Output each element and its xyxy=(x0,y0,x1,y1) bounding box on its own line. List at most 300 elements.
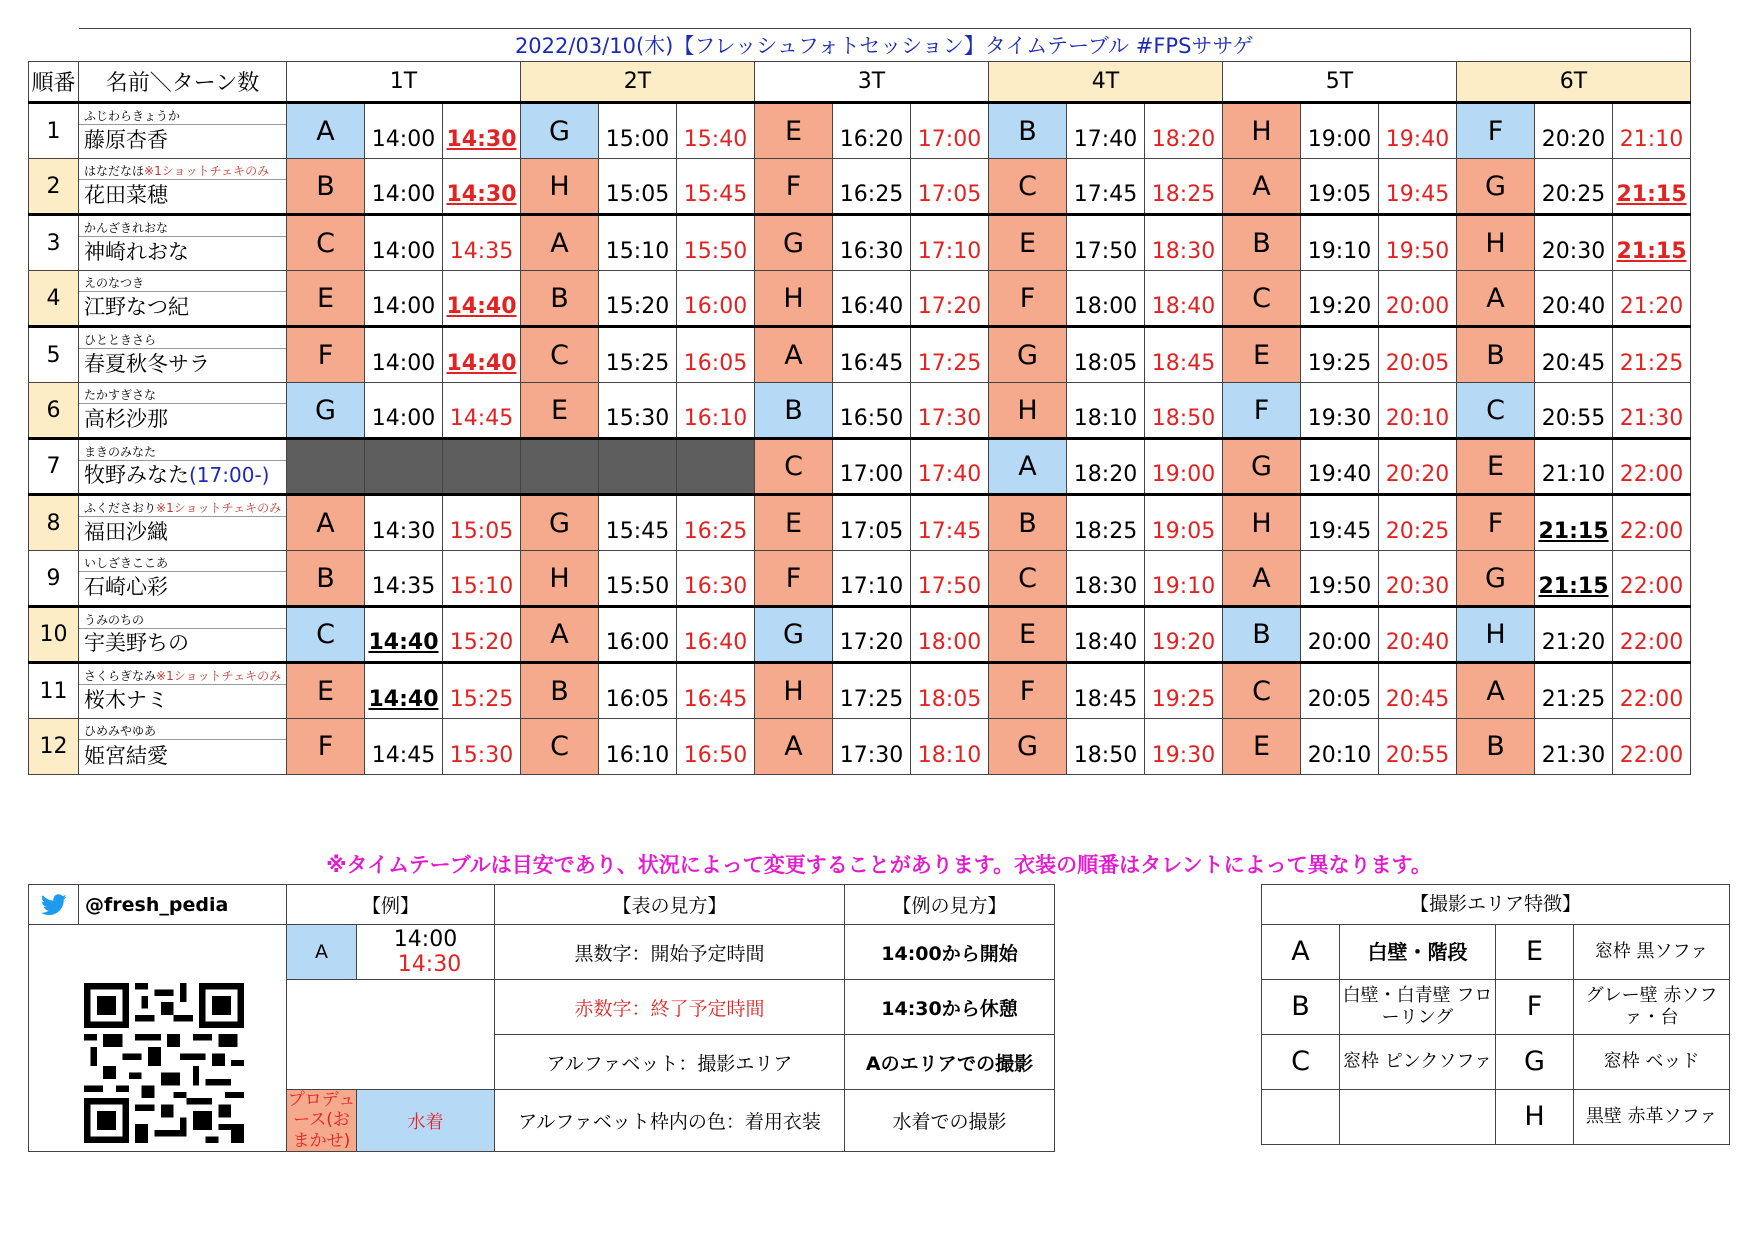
area-desc-g: 窓枠 ベッド xyxy=(1574,1035,1730,1090)
area-cell: B xyxy=(287,159,365,215)
turn-header-3: 3T xyxy=(755,62,989,103)
meaning-4: 水着での撮影 xyxy=(845,1090,1055,1152)
end-time: 15:30 xyxy=(443,719,521,775)
area-letter-c: C xyxy=(1262,1035,1340,1090)
start-time: 18:30 xyxy=(1067,551,1145,607)
table-row xyxy=(29,159,1691,215)
area-cell: E xyxy=(1223,327,1301,383)
area-cell: C xyxy=(1457,383,1535,439)
area-cell: A xyxy=(1457,663,1535,719)
area-desc-h: 黒壁 赤革ソファ xyxy=(1574,1090,1730,1145)
area-cell: B xyxy=(1457,719,1535,775)
start-time: 16:10 xyxy=(599,719,677,775)
area-cell: B xyxy=(287,551,365,607)
table-row xyxy=(29,663,1691,719)
end-time: 19:50 xyxy=(1379,215,1457,271)
end-time: 17:20 xyxy=(911,271,989,327)
name-kana xyxy=(84,107,180,124)
area-cell: H xyxy=(1223,103,1301,159)
start-time: 18:10 xyxy=(1067,383,1145,439)
end-time: 14:40 xyxy=(443,327,521,383)
talent-name-text: 神崎れおな xyxy=(84,240,189,264)
end-time: 15:10 xyxy=(443,551,521,607)
talent-name xyxy=(84,124,168,154)
area-cell: H xyxy=(521,159,599,215)
name-kana xyxy=(84,499,281,516)
kana-text: ひめみやゆあ xyxy=(84,724,157,738)
start-time: 15:25 xyxy=(599,327,677,383)
table-row xyxy=(29,719,1691,775)
start-time: 19:10 xyxy=(1301,215,1379,271)
kana-text: たかすぎさな xyxy=(84,388,157,402)
talent-name-text: 高杉沙那 xyxy=(84,407,168,431)
area-cell: E xyxy=(287,271,365,327)
end-time: 17:10 xyxy=(911,215,989,271)
area-cell: C xyxy=(287,607,365,663)
end-time: 21:10 xyxy=(1613,103,1691,159)
end-time: 16:10 xyxy=(677,383,755,439)
end-time: 19:20 xyxy=(1145,607,1223,663)
end-time: 18:25 xyxy=(1145,159,1223,215)
name-cell xyxy=(79,719,287,775)
area-letter-b: B xyxy=(1262,980,1340,1035)
area-cell: A xyxy=(287,495,365,551)
table-row xyxy=(29,215,1691,271)
area-features-header: 【撮影エリア特徴】 xyxy=(1262,885,1730,925)
example-meaning-header: 【例の見方】 xyxy=(845,885,1055,925)
name-cell xyxy=(79,327,287,383)
talent-name xyxy=(84,403,168,433)
end-time: 20:40 xyxy=(1379,607,1457,663)
end-time: 17:05 xyxy=(911,159,989,215)
start-time: 14:00 xyxy=(365,159,443,215)
area-cell: E xyxy=(755,495,833,551)
area-cell: G xyxy=(989,719,1067,775)
area-cell: C xyxy=(755,439,833,495)
cheki-note: ※1ショットチェキのみ xyxy=(144,164,270,178)
area-cell: A xyxy=(989,439,1067,495)
legend-blank xyxy=(287,980,495,1090)
name-kana xyxy=(84,386,156,403)
end-time: 19:25 xyxy=(1145,663,1223,719)
start-time: 15:30 xyxy=(599,383,677,439)
kana-text: ふじわらきょうか xyxy=(84,109,181,123)
area-cell: G xyxy=(287,383,365,439)
end-time: 19:45 xyxy=(1379,159,1457,215)
area-cell: F xyxy=(1223,383,1301,439)
turn-header-4: 4T xyxy=(989,62,1223,103)
start-time: 18:40 xyxy=(1067,607,1145,663)
area-features-table xyxy=(1261,884,1730,1145)
name-kana xyxy=(84,667,281,684)
end-time: 22:00 xyxy=(1613,719,1691,775)
kana-text: うみのちの xyxy=(84,613,145,627)
order-number: 4 xyxy=(29,271,79,327)
order-number: 11 xyxy=(29,663,79,719)
end-time: 20:45 xyxy=(1379,663,1457,719)
area-cell: C xyxy=(989,551,1067,607)
start-time: 15:10 xyxy=(599,215,677,271)
start-time: 20:40 xyxy=(1535,271,1613,327)
end-time: 19:30 xyxy=(1145,719,1223,775)
table-row xyxy=(29,551,1691,607)
area-letter-g: G xyxy=(1496,1035,1574,1090)
area-cell: A xyxy=(1223,159,1301,215)
howto-3: アルファベット：撮影エリア xyxy=(495,1035,845,1090)
area-cell: B xyxy=(1223,215,1301,271)
end-time: 17:00 xyxy=(911,103,989,159)
end-time: 22:00 xyxy=(1613,663,1691,719)
kana-text: さくらぎなみ xyxy=(84,669,157,683)
example-area: A xyxy=(287,925,357,980)
start-time: 21:15 xyxy=(1535,495,1613,551)
end-time: 19:10 xyxy=(1145,551,1223,607)
unavailable-slot xyxy=(287,439,365,495)
end-time: 21:15 xyxy=(1613,159,1691,215)
start-time: 15:50 xyxy=(599,551,677,607)
talent-name xyxy=(84,459,269,489)
area-cell: A xyxy=(755,719,833,775)
twitter-handle[interactable]: @fresh_pedia xyxy=(79,885,287,925)
timetable xyxy=(28,28,1691,775)
produce-swatch: プロデュース(おまかせ) xyxy=(287,1090,356,1151)
unavailable-slot xyxy=(443,439,521,495)
area-cell: C xyxy=(521,327,599,383)
area-cell: B xyxy=(521,271,599,327)
order-number: 12 xyxy=(29,719,79,775)
howto-4: アルファベット枠内の色：着用衣装 xyxy=(495,1090,845,1152)
turn-header-5: 5T xyxy=(1223,62,1457,103)
kana-text: えのなつき xyxy=(84,276,145,290)
area-cell: C xyxy=(1223,271,1301,327)
start-time: 17:00 xyxy=(833,439,911,495)
talent-name-text: 福田沙織 xyxy=(84,520,168,544)
order-header: 順番 xyxy=(29,62,79,103)
start-time: 20:00 xyxy=(1301,607,1379,663)
talent-name-text: 宇美野ちの xyxy=(84,631,189,655)
talent-name xyxy=(84,291,189,321)
area-cell: B xyxy=(989,495,1067,551)
unavailable-slot xyxy=(677,439,755,495)
start-time: 16:40 xyxy=(833,271,911,327)
area-cell: G xyxy=(521,103,599,159)
area-cell: C xyxy=(1223,663,1301,719)
kana-text: ふくださおり xyxy=(84,501,157,515)
kana-text: ひとときさら xyxy=(84,333,157,347)
end-time: 17:25 xyxy=(911,327,989,383)
qr-code-icon[interactable] xyxy=(84,983,244,1143)
end-time: 18:10 xyxy=(911,719,989,775)
area-cell: B xyxy=(989,103,1067,159)
start-time: 17:30 xyxy=(833,719,911,775)
unavailable-slot xyxy=(365,439,443,495)
end-time: 15:05 xyxy=(443,495,521,551)
start-time: 19:05 xyxy=(1301,159,1379,215)
end-time: 16:45 xyxy=(677,663,755,719)
area-cell: E xyxy=(989,215,1067,271)
kana-text: かんざきれおな xyxy=(84,221,169,235)
area-cell: B xyxy=(755,383,833,439)
area-cell: G xyxy=(755,215,833,271)
legend-table xyxy=(28,884,1055,1152)
area-letter-f: F xyxy=(1496,980,1574,1035)
end-time: 21:15 xyxy=(1613,215,1691,271)
area-desc-c: 窓枠 ピンクソファ xyxy=(1340,1035,1496,1090)
end-time: 14:30 xyxy=(443,103,521,159)
order-number: 3 xyxy=(29,215,79,271)
area-cell: G xyxy=(1223,439,1301,495)
start-time: 14:00 xyxy=(365,327,443,383)
area-cell: H xyxy=(989,383,1067,439)
area-cell: H xyxy=(1457,215,1535,271)
area-cell: F xyxy=(755,159,833,215)
unavailable-slot xyxy=(599,439,677,495)
end-time: 20:00 xyxy=(1379,271,1457,327)
name-cell xyxy=(79,271,287,327)
order-number: 1 xyxy=(29,103,79,159)
start-time: 17:50 xyxy=(1067,215,1145,271)
table-row xyxy=(29,103,1691,159)
area-cell: B xyxy=(1457,327,1535,383)
corner-cell xyxy=(29,29,79,62)
end-time: 19:05 xyxy=(1145,495,1223,551)
start-time: 14:00 xyxy=(365,103,443,159)
start-time: 17:40 xyxy=(1067,103,1145,159)
start-time: 21:30 xyxy=(1535,719,1613,775)
end-time: 20:55 xyxy=(1379,719,1457,775)
end-time: 14:30 xyxy=(443,159,521,215)
cheki-note: ※1ショットチェキのみ xyxy=(156,501,282,515)
end-time: 18:30 xyxy=(1145,215,1223,271)
start-time: 14:40 xyxy=(365,607,443,663)
area-cell: A xyxy=(521,215,599,271)
start-time: 19:40 xyxy=(1301,439,1379,495)
name-cell xyxy=(79,607,287,663)
area-cell: A xyxy=(755,327,833,383)
table-row xyxy=(29,439,1691,495)
start-time: 17:10 xyxy=(833,551,911,607)
end-time: 19:40 xyxy=(1379,103,1457,159)
area-cell: E xyxy=(521,383,599,439)
name-cell xyxy=(79,159,287,215)
area-cell: E xyxy=(1457,439,1535,495)
start-time: 19:25 xyxy=(1301,327,1379,383)
area-cell: H xyxy=(755,663,833,719)
talent-name-text: 桜木ナミ xyxy=(84,688,168,712)
swimsuit-swatch: 水着 xyxy=(357,1090,495,1152)
end-time: 16:50 xyxy=(677,719,755,775)
start-time: 19:50 xyxy=(1301,551,1379,607)
area-cell: H xyxy=(1223,495,1301,551)
area-desc-a: 白壁・階段 xyxy=(1340,925,1496,980)
talent-name xyxy=(84,740,168,770)
end-time: 15:45 xyxy=(677,159,755,215)
area-cell: E xyxy=(989,607,1067,663)
name-cell xyxy=(79,663,287,719)
end-time: 18:45 xyxy=(1145,327,1223,383)
end-time: 20:30 xyxy=(1379,551,1457,607)
qr-code-cell xyxy=(29,925,287,1152)
end-time: 21:30 xyxy=(1613,383,1691,439)
talent-name-text: 花田菜穂 xyxy=(84,183,168,207)
name-kana xyxy=(84,162,269,179)
end-time: 16:40 xyxy=(677,607,755,663)
start-time: 18:00 xyxy=(1067,271,1145,327)
start-time: 15:05 xyxy=(599,159,677,215)
name-kana xyxy=(84,611,144,628)
start-time: 20:05 xyxy=(1301,663,1379,719)
start-time: 15:45 xyxy=(599,495,677,551)
talent-name xyxy=(84,236,189,266)
end-time: 16:05 xyxy=(677,327,755,383)
order-number: 2 xyxy=(29,159,79,215)
howto-2: 赤数字：終了予定時間 xyxy=(495,980,845,1035)
end-time: 15:25 xyxy=(443,663,521,719)
start-time: 14:45 xyxy=(365,719,443,775)
area-cell: F xyxy=(287,719,365,775)
order-number: 7 xyxy=(29,439,79,495)
turn-header-6: 6T xyxy=(1457,62,1691,103)
name-kana xyxy=(84,274,144,291)
start-time: 20:25 xyxy=(1535,159,1613,215)
turn-header-2: 2T xyxy=(521,62,755,103)
end-time: 22:00 xyxy=(1613,439,1691,495)
start-time: 16:25 xyxy=(833,159,911,215)
end-time: 15:50 xyxy=(677,215,755,271)
order-number: 6 xyxy=(29,383,79,439)
talent-name xyxy=(84,627,189,657)
area-blank xyxy=(1340,1090,1496,1145)
cheki-note: ※1ショットチェキのみ xyxy=(156,669,282,683)
area-cell: F xyxy=(989,271,1067,327)
start-time: 20:55 xyxy=(1535,383,1613,439)
name-cell xyxy=(79,383,287,439)
start-time: 18:05 xyxy=(1067,327,1145,383)
area-cell: H xyxy=(755,271,833,327)
howto-1: 黒数字：開始予定時間 xyxy=(495,925,845,980)
table-row xyxy=(29,327,1691,383)
area-cell: A xyxy=(1457,271,1535,327)
area-cell: C xyxy=(287,215,365,271)
end-time: 22:00 xyxy=(1613,607,1691,663)
talent-name-text: 藤原杏香 xyxy=(84,128,168,152)
end-time: 17:45 xyxy=(911,495,989,551)
name-cell xyxy=(79,495,287,551)
example-start: 14:00 xyxy=(393,927,458,952)
end-time: 14:35 xyxy=(443,215,521,271)
meaning-1: 14:00から開始 xyxy=(845,925,1055,980)
talent-name-text: 石崎心彩 xyxy=(84,575,168,599)
start-time: 20:45 xyxy=(1535,327,1613,383)
area-cell: A xyxy=(521,607,599,663)
end-time: 20:25 xyxy=(1379,495,1457,551)
table-row xyxy=(29,271,1691,327)
area-cell: G xyxy=(989,327,1067,383)
area-cell: F xyxy=(989,663,1067,719)
area-cell: E xyxy=(287,663,365,719)
end-time: 19:00 xyxy=(1145,439,1223,495)
end-time: 14:40 xyxy=(443,271,521,327)
table-row xyxy=(29,495,1691,551)
end-time: 17:40 xyxy=(911,439,989,495)
end-time: 20:10 xyxy=(1379,383,1457,439)
end-time: 22:00 xyxy=(1613,495,1691,551)
talent-name xyxy=(84,179,168,209)
start-time: 20:10 xyxy=(1301,719,1379,775)
area-cell: G xyxy=(1457,551,1535,607)
example-times xyxy=(357,925,495,980)
kana-text: まきのみなた xyxy=(84,445,157,459)
start-time: 19:20 xyxy=(1301,271,1379,327)
table-row xyxy=(29,383,1691,439)
area-cell: C xyxy=(989,159,1067,215)
end-time: 18:40 xyxy=(1145,271,1223,327)
start-time: 14:00 xyxy=(365,383,443,439)
area-cell: F xyxy=(1457,495,1535,551)
order-number: 5 xyxy=(29,327,79,383)
start-note: (17:00-) xyxy=(189,463,270,487)
start-time: 20:20 xyxy=(1535,103,1613,159)
start-time: 16:50 xyxy=(833,383,911,439)
start-time: 16:45 xyxy=(833,327,911,383)
end-time: 20:05 xyxy=(1379,327,1457,383)
name-cell xyxy=(79,439,287,495)
end-time: 18:05 xyxy=(911,663,989,719)
end-time: 17:30 xyxy=(911,383,989,439)
talent-name xyxy=(84,348,210,378)
end-time: 16:30 xyxy=(677,551,755,607)
start-time: 14:00 xyxy=(365,271,443,327)
end-time: 17:50 xyxy=(911,551,989,607)
end-time: 21:20 xyxy=(1613,271,1691,327)
start-time: 16:00 xyxy=(599,607,677,663)
talent-name-text: 牧野みなた xyxy=(84,463,189,487)
start-time: 21:25 xyxy=(1535,663,1613,719)
end-time: 18:50 xyxy=(1145,383,1223,439)
order-number: 10 xyxy=(29,607,79,663)
name-kana xyxy=(84,443,156,460)
start-time: 17:05 xyxy=(833,495,911,551)
end-time: 16:25 xyxy=(677,495,755,551)
start-time: 21:10 xyxy=(1535,439,1613,495)
start-time: 15:20 xyxy=(599,271,677,327)
start-time: 21:20 xyxy=(1535,607,1613,663)
start-time: 14:35 xyxy=(365,551,443,607)
area-cell: F xyxy=(755,551,833,607)
order-number: 9 xyxy=(29,551,79,607)
end-time: 16:00 xyxy=(677,271,755,327)
area-cell: C xyxy=(521,719,599,775)
start-time: 14:00 xyxy=(365,215,443,271)
end-time: 15:40 xyxy=(677,103,755,159)
meaning-3: Aのエリアでの撮影 xyxy=(845,1035,1055,1090)
name-kana xyxy=(84,554,168,571)
example-header: 【例】 xyxy=(287,885,495,925)
talent-name-text: 江野なつ紀 xyxy=(84,295,189,319)
name-cell xyxy=(79,215,287,271)
area-letter-h: H xyxy=(1496,1090,1574,1145)
start-time: 19:30 xyxy=(1301,383,1379,439)
area-cell: G xyxy=(521,495,599,551)
area-cell: H xyxy=(1457,607,1535,663)
area-cell: E xyxy=(1223,719,1301,775)
start-time: 19:45 xyxy=(1301,495,1379,551)
area-desc-f: グレー壁 赤ソファ・台 xyxy=(1574,980,1730,1035)
start-time: 16:05 xyxy=(599,663,677,719)
start-time: 18:50 xyxy=(1067,719,1145,775)
order-number: 8 xyxy=(29,495,79,551)
area-cell: A xyxy=(287,103,365,159)
